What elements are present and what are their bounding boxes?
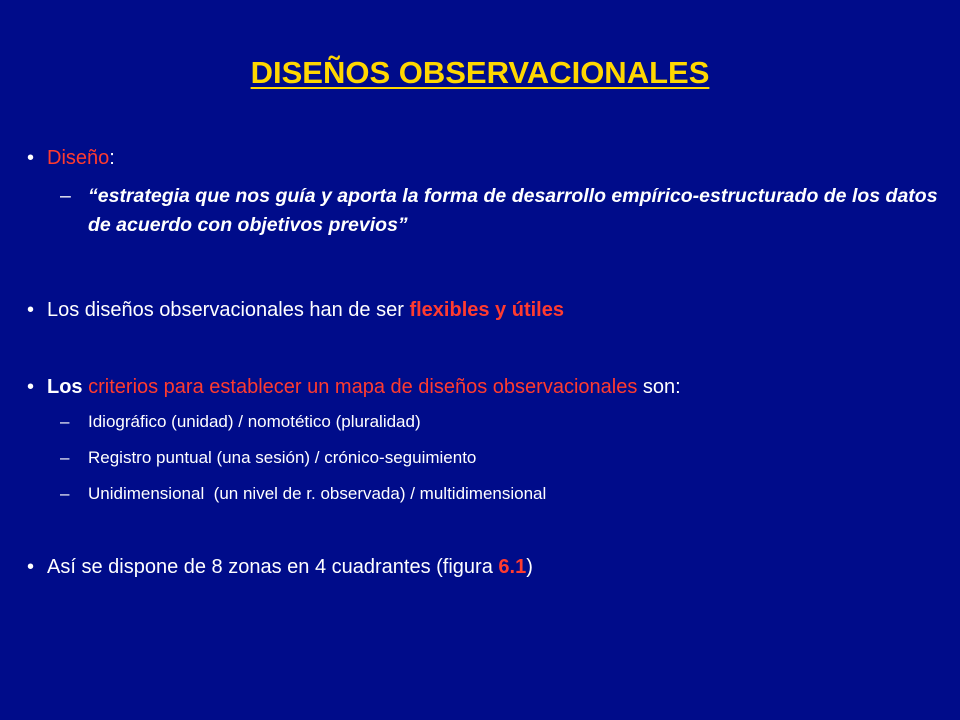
definition-text: “estrategia que nos guía y aporta la forma de desarrollo empírico-estructurado de los datos de acuerdo con objetivos previos” (88, 185, 938, 236)
bullet-text (47, 373, 940, 401)
flexibles-prefix: Los diseños observacionales han de ser (47, 299, 410, 321)
bullet-marker: • (27, 147, 35, 169)
dash-marker: – (60, 448, 70, 467)
zonas-suffix: ) (526, 556, 533, 578)
bullet-marker: • (27, 556, 35, 578)
slide-title: DISEÑOS OBSERVACIONALES (250, 55, 710, 90)
dash-marker: – (60, 412, 70, 431)
dash-marker: – (60, 484, 70, 503)
sub-item-text: Idiográfico (unidad) / nomotético (pluralidad) (88, 412, 421, 431)
bullet-marker: • (27, 376, 35, 398)
bullet-marker: • (27, 299, 35, 321)
flexibles-highlight: flexibles y útiles (409, 299, 564, 321)
figure-number: 6.1 (498, 556, 527, 578)
diseno-label: Diseño (47, 147, 110, 169)
sub-item-text: Registro puntual (una sesión) / crónico-seguimiento (88, 448, 477, 467)
criterios-highlight: criterios para establecer un mapa de diseños observacionales (82, 376, 638, 398)
dash-marker: – (60, 185, 71, 207)
diseno-colon: : (109, 147, 115, 169)
zonas-prefix: Así se dispone de 8 zonas en 4 cuadrantes (figura (47, 556, 499, 578)
bullet-text (47, 296, 940, 324)
criterios-suffix: son: (637, 376, 681, 398)
criterios-prefix: Los (47, 376, 83, 398)
bullet-text (47, 553, 940, 581)
bullet-text (47, 144, 940, 172)
sub-item-text: Unidimensional (un nivel de r. observada) / multidimensional (88, 484, 547, 503)
